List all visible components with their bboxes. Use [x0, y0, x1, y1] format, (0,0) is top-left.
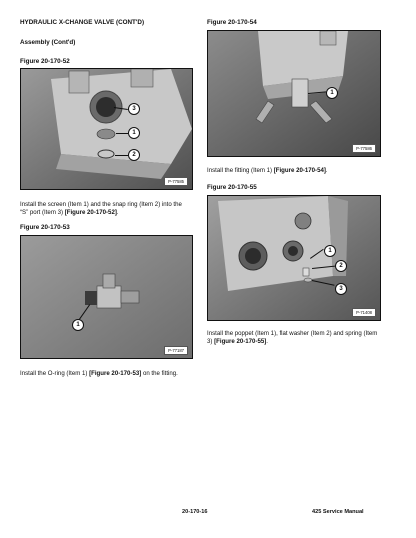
figure-label-53: Figure 20-170-53 [20, 224, 70, 231]
photo-id: P-77187 [164, 346, 188, 355]
callout-1: 1 [326, 87, 338, 99]
instruction-52 [20, 201, 191, 217]
figure-reference: [Figure 20-170-54] [273, 167, 326, 174]
figure-photo-53 [20, 235, 193, 359]
figure-label-55: Figure 20-170-55 [207, 184, 257, 191]
page-number: 20-170-16 [182, 509, 208, 515]
instruction-text: Install the poppet (Item 1), flat washer (Item 2) and spring (Item 3) [207, 330, 378, 345]
instruction-end: . [116, 209, 119, 216]
instruction-text: Install the O-ring (Item 1) [20, 370, 90, 377]
valve-photo [208, 31, 380, 156]
figure-photo-54 [207, 30, 381, 157]
figure-photo-55 [207, 195, 381, 321]
callout-3: 3 [128, 103, 140, 115]
instruction-end: . [325, 167, 328, 174]
manual-title: 425 Service Manual [312, 509, 364, 515]
figure-reference: [Figure 20-170-53] [89, 370, 142, 377]
leader-line [115, 155, 128, 156]
section-subtitle: Assembly (Cont'd) [20, 39, 76, 46]
figure-photo-52 [20, 68, 193, 190]
instruction-end: on the fitting. [141, 370, 178, 377]
valve-photo [21, 69, 192, 189]
poppet-photo [208, 196, 380, 320]
instruction-text: Install the screen (Item 1) and the snap ring (Item 2) into the “S” port (Item 3) [20, 201, 182, 216]
photo-id: P-71408 [352, 308, 376, 317]
callout-2: 2 [128, 149, 140, 161]
callout-3: 3 [335, 283, 347, 295]
callout-1: 1 [324, 245, 336, 257]
callout-2: 2 [335, 260, 347, 272]
instruction-end: . [266, 338, 268, 345]
photo-id: P-77586 [352, 144, 376, 153]
figure-label-52: Figure 20-170-52 [20, 58, 70, 65]
instruction-53 [20, 370, 191, 378]
section-title: HYDRAULIC X-CHANGE VALVE (CONT'D) [20, 19, 145, 26]
photo-id: P-77585 [164, 177, 188, 186]
callout-1: 1 [128, 127, 140, 139]
fitting-photo [21, 236, 192, 358]
figure-reference: [Figure 20-170-52] [64, 209, 117, 216]
instruction-54 [207, 167, 379, 175]
instruction-text: Install the fitting (Item 1) [207, 167, 274, 174]
figure-label-54: Figure 20-170-54 [207, 19, 257, 26]
leader-line [116, 133, 128, 134]
figure-reference: [Figure 20-170-55] [214, 338, 267, 345]
callout-1: 1 [72, 319, 84, 331]
instruction-55 [207, 330, 379, 346]
